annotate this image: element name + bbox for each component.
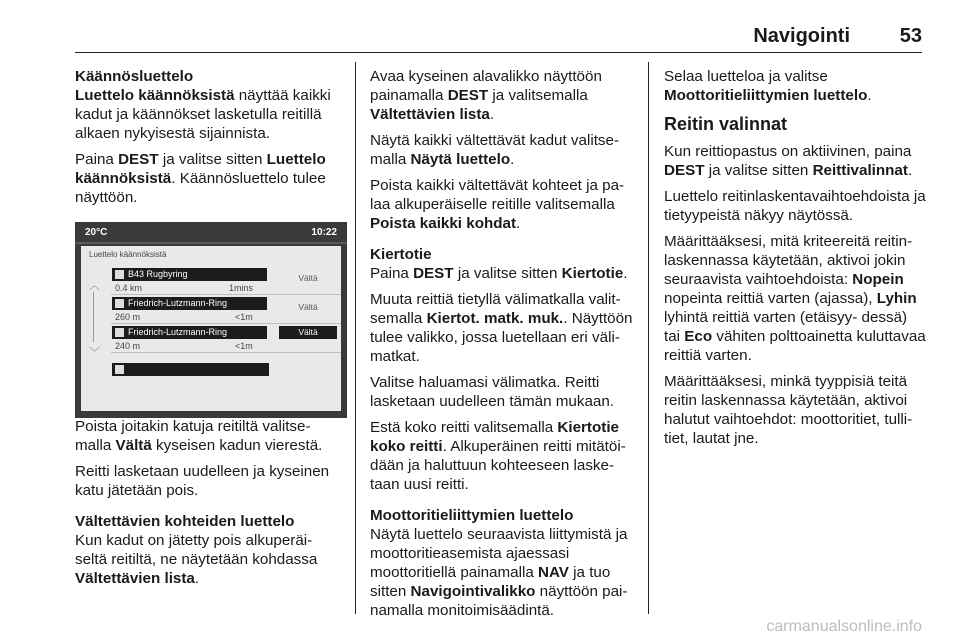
turn-icon [115,270,124,279]
header-rule [75,52,922,53]
row-separator [111,323,341,324]
column-2 [370,67,638,627]
paragraph: Paina DEST ja valitse sitten Luettelo käännöksistä. Käännösluettelo tulee näyttöön. [75,151,326,206]
turn-icon [115,328,124,337]
turn-row-time: 1mins [229,283,254,293]
paragraph: Poista joitakin katuja reitiltä valitse- malla Vältä kyseisen kadun vierestä. [75,418,323,454]
paragraph: Reitti lasketaan uudelleen ja kyseinen katu jätetään pois. [75,463,330,499]
avoid-button[interactable]: Vältä [298,273,318,283]
row-separator [111,294,341,295]
turn-row-street[interactable]: Friedrich-Lutzmann-Ring [112,326,267,339]
column-divider [355,62,356,614]
screen-list-title: Luettelo käännöksistä [89,250,167,259]
screen-top-rule [75,242,347,244]
paragraph: Määrittääksesi, mitä kriteereitä reitin- laskennassa käytetään, aktivoi jokin seuraavista vaihtoehdoista: Nopein nopeinta reittiä varten (ajassa), Lyhin lyhintä reittiä varten (etäisyy- dessä) tai Eco vähiten polttoainetta kuluttavaa reittiä varten. [664,233,926,364]
avoid-button-selected[interactable]: Vältä [279,326,337,339]
scrollbar[interactable] [93,292,94,342]
turn-row-distance: 240 m [115,341,141,351]
paragraph: Kun kadut on jätetty pois alkuperäi- seltä reitiltä, ne näytetään kohdassa Vältettävien lista. [75,532,318,587]
avoid-button[interactable]: Vältä [298,302,318,312]
paragraph: Avaa kyseinen alavalikko näyttöön painamalla DEST ja valitsemalla Vältettävien lista. [370,68,602,123]
heading-motorway-exits: Moottoritieliittymien luettelo [370,507,574,524]
turn-row-street[interactable]: B43 Rugbyring [112,268,267,281]
menu-icon [115,365,124,374]
column-divider [648,62,649,614]
heading-detour: Kiertotie [370,246,432,263]
section-title: Navigointi [753,25,850,47]
paragraph: Estä koko reitti valitsemalla Kiertotie koko reitti. Alkuperäinen reitti mitätöi- dään ja haluttuun kohteeseen laske- taan uusi reitti. [370,419,626,493]
navigation-screen-image [75,222,347,418]
screen-clock: 10:22 [311,227,337,238]
paragraph: Muuta reittiä tietyllä välimatkalla valit- semalla Kiertot. matk. muk.. Näyttöön tulee valikko, jossa luetellaan eri väli- matkat. [370,291,633,365]
page-header [0,0,960,56]
column-3 [664,67,926,455]
heading-turn-list: Käännösluettelo [75,68,194,85]
turn-row-distance: 260 m [115,312,141,322]
scroll-up-icon[interactable]: ︿ [89,280,100,292]
paragraph: Valitse haluamasi välimatka. Reitti lasketaan uudelleen tämän mukaan. [370,374,615,410]
paragraph: Näytä kaikki vältettävät kadut valitse- malla Näytä luettelo. [370,132,620,168]
heading-avoid-list: Vältettävien kohteiden luettelo [75,513,295,530]
screen-bottom-bar[interactable] [112,363,269,376]
paragraph: Luettelo käännöksistä näyttää kaikki kadut ja käännökset lasketulla reitillä alkaen nykyisestä sijainnista. [75,87,331,142]
watermark-footer: carmanualsonline.info [766,618,922,635]
paragraph: Selaa luetteloa ja valitse Moottoritieliittymien luettelo. [664,68,872,104]
paragraph: Luettelo reitinlaskentavaihtoehdoista ja tietyypeistä näkyy näytössä. [664,188,926,224]
turn-row-distance: 0.4 km [115,283,143,293]
scroll-down-icon[interactable]: ﹀ [89,347,100,359]
paragraph: Poista kaikki vältettävät kohteet ja pa- laa alkuperäiselle reitille valitsemalla Poista kaikki kohdat. [370,177,625,232]
paragraph: Kun reittiopastus on aktiivinen, paina DEST ja valitse sitten Reittivalinnat. [664,143,913,179]
turn-row-street[interactable]: Friedrich-Lutzmann-Ring [112,297,267,310]
screen-temperature: 20°C [85,227,108,238]
turn-row-time: <1m [235,312,253,322]
paragraph: Näytä luettelo seuraavista liittymistä ja moottoritieasemista ajaessasi moottoritiellä painamalla NAV ja tuo sitten Navigointivalikko näyttöön pai- namalla monitoimisäädintä. [370,526,628,619]
turn-icon [115,299,124,308]
heading-route-options: Reitin valinnat [664,114,788,134]
page-number: 53 [899,25,922,47]
paragraph: Määrittääksesi, minkä tyyppisiä teitä reitin laskennassa käytetään, aktivoi halutut vaihtoehdot: moottoritiet, tulli- tiet, lautat jne. [664,373,913,447]
row-separator [111,352,341,353]
paragraph: Paina DEST ja valitse sitten Kiertotie. [370,265,628,282]
turn-row-time: <1m [235,341,253,351]
